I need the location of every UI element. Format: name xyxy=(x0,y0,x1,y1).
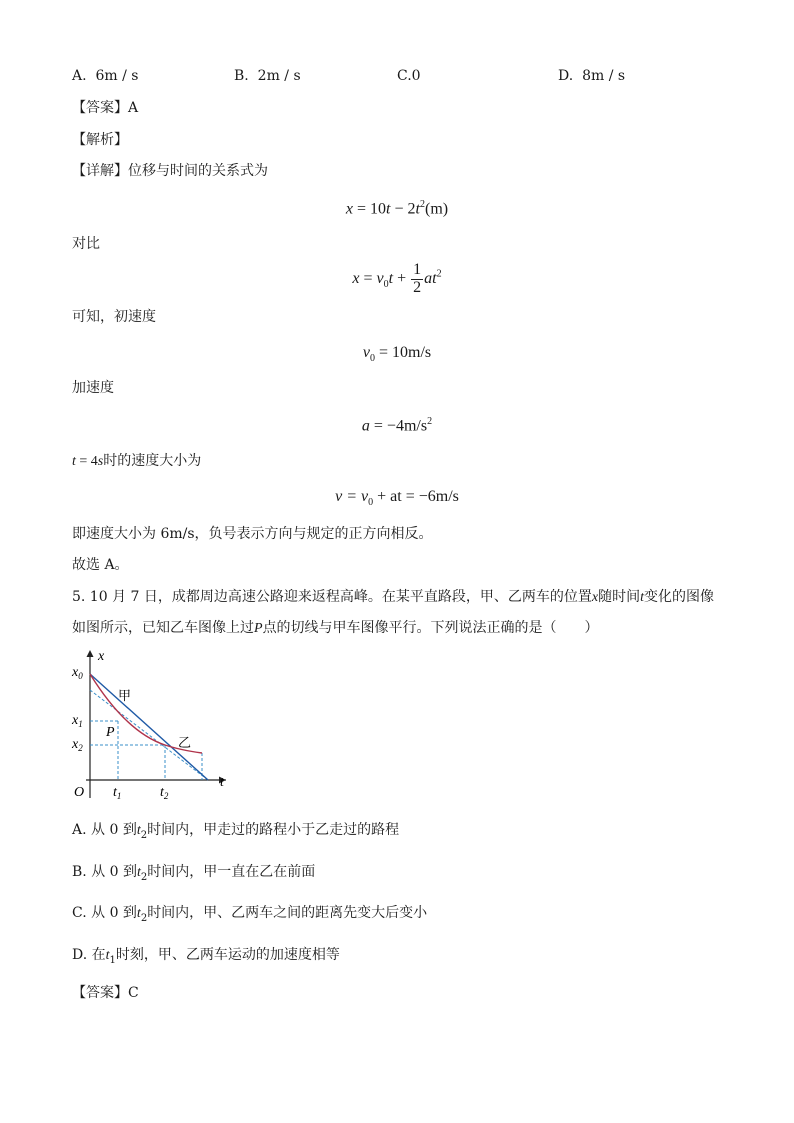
q5-option-c: C. 从 0 到$t_2$时间内，甲、乙两车之间的距离先变大后变小 xyxy=(72,905,428,924)
jia-label: 甲 xyxy=(118,689,132,704)
q5-option-d: D. 在$t_1$时刻，甲、乙两车运动的加速度相等 xyxy=(72,947,340,966)
equation-general: $x = v_0t$ + $\frac{1}{2}$ $at^2$ xyxy=(352,261,442,296)
option-c: C.0 xyxy=(397,68,421,84)
option-b: B. 2m / s xyxy=(234,68,301,84)
q4-answer: 【答案】A xyxy=(72,100,139,116)
q5-option-b: B. 从 0 到$t_2$时间内，甲一直在乙在前面 xyxy=(72,864,316,883)
option-a: A. 6m / s xyxy=(72,68,139,84)
x1-label: $x_1$ xyxy=(72,713,83,729)
know-label: 可知，初速度 xyxy=(72,309,156,325)
p-label: P xyxy=(106,725,115,740)
y-axis-arrow xyxy=(87,650,94,657)
x0-label: $x_0$ xyxy=(72,665,83,681)
accel-label: 加速度 xyxy=(72,380,114,396)
q5-stem-line2: 如图所示，已知乙车图像上过P点的切线与甲车图像平行。下列说法正确的是（ ） xyxy=(72,620,599,636)
equation-position: $x = 10t - 2t^2(m)$ xyxy=(345,199,449,218)
q5-stem-line1: 5. 10 月 7 日，成都周边高速公路迎来返程高峰。在某平直路段，甲、乙两车的位置x随时间t变化的图像 xyxy=(72,589,714,605)
equation-velocity: $v = v_0$ + at = −6m/s xyxy=(335,488,459,509)
q5-option-a: A. 从 0 到$t_2$时间内，甲走过的路程小于乙走过的路程 xyxy=(72,822,400,841)
q5-answer: 【答案】C xyxy=(72,985,139,1001)
q4-analysis-tag: 【解析】 xyxy=(72,132,128,148)
t2-label: $t_2$ xyxy=(160,785,169,801)
option-d: D. 8m / s xyxy=(558,68,626,84)
x-axis-label: t xyxy=(220,775,224,790)
y-axis-label: x xyxy=(98,649,105,664)
time-condition: t = 4s时的速度大小为 xyxy=(72,453,202,469)
equation-acceleration: $a = -4m/s^2$ xyxy=(361,416,433,435)
conclusion: 即速度大小为 6m/s，负号表示方向与规定的正方向相反。 xyxy=(72,526,433,542)
origin-label: O xyxy=(74,785,85,800)
choose-answer: 故选 A。 xyxy=(72,557,129,573)
xt-graph xyxy=(68,644,238,804)
equation-initial-velocity: $v_0 = 10m/s$ xyxy=(362,344,432,365)
yi-label: 乙 xyxy=(178,736,192,751)
t1-label: $t_1$ xyxy=(113,785,122,801)
x2-label: $x_2$ xyxy=(72,737,83,753)
compare-label: 对比 xyxy=(72,236,100,252)
q4-detail-intro: 【详解】位移与时间的关系式为 xyxy=(72,163,268,179)
